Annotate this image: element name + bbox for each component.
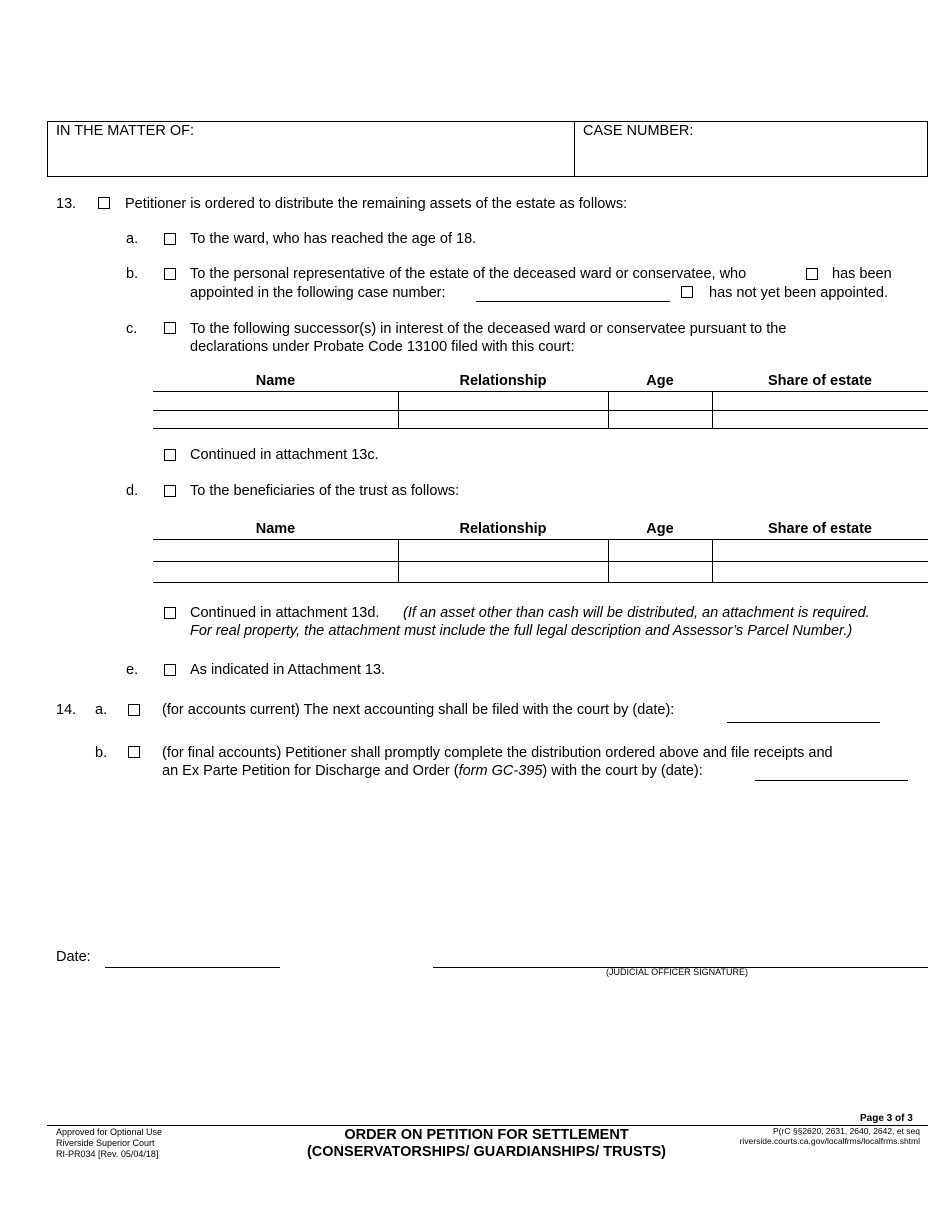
item-13a-checkbox[interactable] (164, 233, 176, 245)
judicial-signature-label: (JUDICIAL OFFICER SIGNATURE) (606, 967, 749, 977)
col-name-header: Name (255, 521, 296, 537)
continued-13c-checkbox[interactable] (164, 449, 176, 461)
footer-left-line1: Approved for Optional Use (56, 1127, 163, 1137)
table-col-divider (608, 391, 609, 428)
form-title-line1: ORDER ON PETITION FOR SETTLEMENT (344, 1127, 629, 1143)
item-13d-checkbox[interactable] (164, 485, 176, 497)
item-14b-line1: (for final accounts) Petitioner shall promptly complete the distribution ordered above and file receipts and (162, 745, 833, 761)
col-share-header: Share of estate (768, 373, 872, 389)
has-been-appointed-checkbox[interactable] (806, 268, 818, 280)
item-13-checkbox[interactable] (98, 197, 110, 209)
item-13d-letter: d. (126, 483, 139, 499)
table-col-divider (712, 391, 713, 428)
item-13d-text: To the beneficiaries of the trust as follows: (190, 483, 460, 499)
table-col-divider (608, 539, 609, 582)
beneficiaries-table (153, 521, 928, 584)
not-yet-appointed-label: has not yet been appointed. (709, 285, 888, 301)
case-number-label: CASE NUMBER: (583, 123, 694, 139)
col-relationship-header: Relationship (459, 373, 547, 389)
date-blank[interactable] (105, 967, 280, 968)
item-14b-checkbox[interactable] (128, 746, 140, 758)
item-14b-line2-pre: an Ex Parte Petition for Discharge and Order ( (162, 763, 459, 779)
code-citation: P(rC §§2620, 2631, 2640, 2642, et seq (773, 1126, 920, 1136)
table-row-rule (153, 561, 928, 562)
item-13c-letter: c. (126, 321, 138, 337)
continued-13d-label: Continued in attachment 13d. (190, 605, 380, 621)
item-13b-line2: appointed in the following case number: (190, 285, 446, 301)
table-row-rule (153, 410, 928, 411)
item-13c-line2: declarations under Probate Code 13100 filed with this court: (190, 339, 575, 355)
item-13e-letter: e. (126, 662, 139, 678)
table-col-divider (398, 391, 399, 428)
continued-13d-checkbox[interactable] (164, 607, 176, 619)
item-13e-checkbox[interactable] (164, 664, 176, 676)
form-title (260, 1127, 713, 1161)
caption-box (47, 121, 928, 177)
continued-13c-label: Continued in attachment 13c. (190, 447, 379, 463)
court-url[interactable]: riverside.courts.ca.gov/localfrms/localfrms.shtml (739, 1136, 920, 1146)
table-bottom-rule (153, 582, 928, 583)
successors-table (153, 373, 928, 430)
caption-divider (574, 122, 575, 176)
discharge-date-blank[interactable] (755, 780, 908, 781)
footer-left-line3: RI-PR034 [Rev. 05/04/18] (56, 1149, 159, 1159)
item-13e-text: As indicated in Attachment 13. (190, 662, 386, 678)
item-13b-line1: To the personal representative of the estate of the deceased ward or conservatee, who (190, 266, 747, 282)
item-13-number: 13. (56, 196, 77, 212)
item-14b-line2-post: ) with the court by (date): (542, 763, 703, 779)
item-14a-checkbox[interactable] (128, 704, 140, 716)
item-13a-letter: a. (126, 231, 139, 247)
page-number: Page 3 of 3 (860, 1113, 913, 1124)
has-been-label: has been (832, 266, 892, 282)
item-14a-letter: a. (95, 702, 108, 718)
footer-right (740, 1126, 920, 1146)
item-14b-line2 (162, 763, 703, 779)
item-13b-checkbox[interactable] (164, 268, 176, 280)
next-accounting-date-blank[interactable] (727, 722, 880, 723)
table-col-divider (398, 539, 399, 582)
table-header-rule (153, 539, 928, 540)
footer-left-line2: Riverside Superior Court (56, 1138, 155, 1148)
form-title-line2: (CONSERVATORSHIPS/ GUARDIANSHIPS/ TRUSTS) (306, 1144, 667, 1160)
table-bottom-rule (153, 428, 928, 429)
item-14-number: 14. (56, 702, 77, 718)
form-number: form GC-395 (458, 763, 543, 779)
table-col-divider (712, 539, 713, 582)
col-relationship-header: Relationship (459, 521, 547, 537)
col-age-header: Age (646, 521, 674, 537)
item-13c-checkbox[interactable] (164, 322, 176, 334)
matter-label: IN THE MATTER OF: (56, 123, 195, 139)
col-age-header: Age (646, 373, 674, 389)
table-header-rule (153, 391, 928, 392)
attachment-note-line1: (If an asset other than cash will be distributed, an attachment is required. (403, 605, 870, 621)
item-13-text: Petitioner is ordered to distribute the remaining assets of the estate as follows: (125, 196, 628, 212)
not-yet-appointed-checkbox[interactable] (681, 286, 693, 298)
item-13c-line1: To the following successor(s) in interest of the deceased ward or conservatee pursuant to the (190, 321, 787, 337)
item-14b-letter: b. (95, 745, 108, 761)
item-13b-letter: b. (126, 266, 139, 282)
col-name-header: Name (255, 373, 296, 389)
col-share-header: Share of estate (768, 521, 872, 537)
attachment-note-line2: For real property, the attachment must include the full legal description and Assessor’s Parcel Number.) (190, 623, 853, 639)
date-label: Date: (56, 949, 91, 965)
item-13a-text: To the ward, who has reached the age of 18. (190, 231, 477, 247)
case-number-blank[interactable] (476, 301, 670, 302)
item-14a-text: (for accounts current) The next accounting shall be filed with the court by (date): (162, 702, 675, 718)
